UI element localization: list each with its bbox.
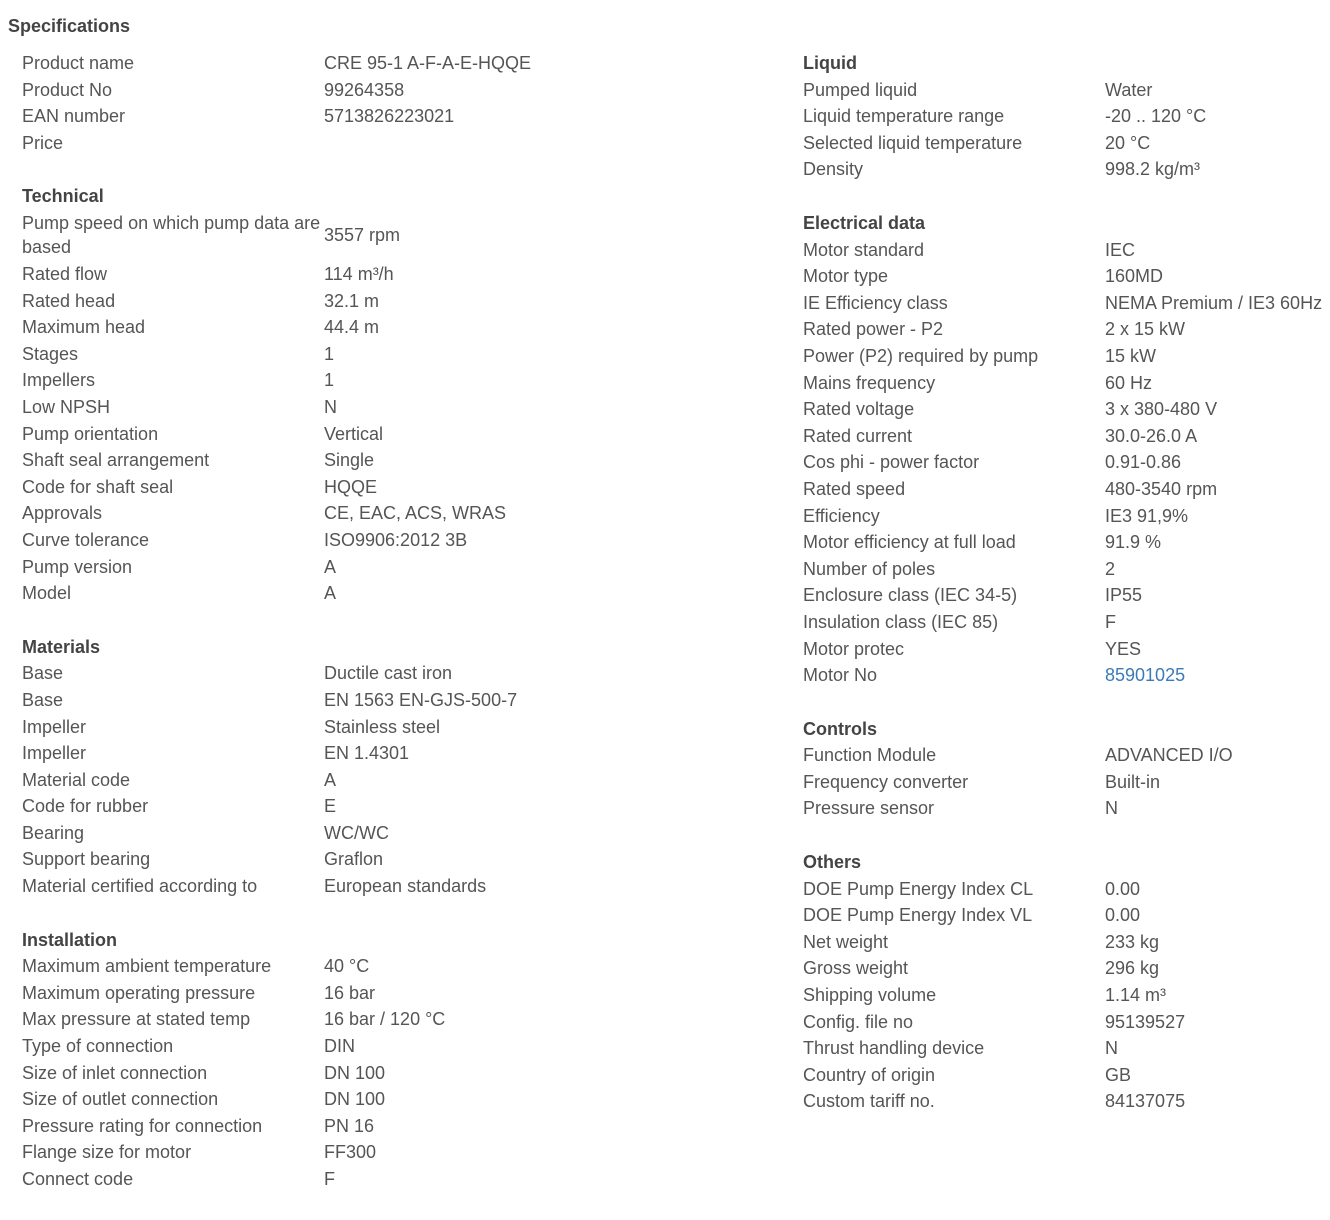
spec-row-base [22,660,582,687]
spec-value: -20 .. 120 °C [1105,106,1207,127]
spec-label: Connect code [22,1169,134,1190]
section-installation [22,927,582,1193]
spec-value: IP55 [1105,585,1143,606]
spec-label: EAN number [22,106,126,127]
section-title: Controls [803,718,877,739]
spec-row-pump-version [22,554,582,581]
spec-row-ie-efficiency-class [803,290,1330,317]
spec-label: Support bearing [22,849,151,870]
spec-row-code-for-rubber [22,793,582,820]
spec-row-enclosure-class-iec-34-5 [803,582,1330,609]
spec-value: 0.00 [1105,905,1141,926]
spec-row-gross-weight [803,955,1330,982]
spec-value: 16 bar / 120 °C [324,1009,446,1030]
spec-row-insulation-class-iec-85 [803,609,1330,636]
spec-label: Type of connection [22,1036,174,1057]
spec-row-density [803,156,1330,183]
spec-label: Motor efficiency at full load [803,532,1016,553]
spec-label: Power (P2) required by pump [803,345,1039,366]
spec-row-shipping-volume [803,982,1330,1009]
spec-label: Impellers [22,370,96,391]
spec-row-liquid-temperature-range [803,103,1330,130]
spec-label: Base [22,689,64,710]
spec-value: 3557 rpm [324,225,401,246]
spec-row-thrust-handling-device [803,1035,1330,1062]
spec-value: F [324,1169,335,1190]
spec-row-shaft-seal-arrangement [22,447,582,474]
spec-row-size-of-outlet-connection [22,1086,582,1113]
section-technical [22,183,582,606]
specs-left-column [22,50,582,1220]
spec-row-product-name [22,50,582,77]
spec-label: Pump speed on which pump data are based [22,212,321,258]
spec-label: Rated head [22,290,116,311]
spec-label: Enclosure class (IEC 34-5) [803,585,1018,606]
spec-value: 0.91-0.86 [1105,452,1182,473]
spec-value: A [324,556,337,577]
spec-value: 160MD [1105,266,1164,287]
spec-value: Ductile cast iron [324,663,453,684]
spec-row-material-code [22,767,582,794]
spec-value: N [1105,798,1118,819]
spec-row-pressure-rating-for-connection [22,1113,582,1140]
spec-value: HQQE [324,476,378,497]
spec-value: CRE 95-1 A-F-A-E-HQQE [324,53,532,74]
spec-row-maximum-ambient-temperature [22,953,582,980]
spec-label: Impeller [22,716,87,737]
spec-row-mains-frequency [803,370,1330,397]
spec-value: 2 x 15 kW [1105,319,1186,340]
spec-value: Stainless steel [324,716,441,737]
spec-value: 2 [1105,558,1116,579]
section-title: Others [803,852,862,873]
spec-row-maximum-operating-pressure [22,980,582,1007]
spec-value: 40 °C [324,956,370,977]
spec-value: 30.0-26.0 A [1105,425,1198,446]
spec-value: 1 [324,343,335,364]
spec-row-maximum-head [22,314,582,341]
spec-value: 20 °C [1105,132,1151,153]
spec-row-impeller [22,713,582,740]
spec-row-selected-liquid-temperature [803,130,1330,157]
spec-value: A [324,583,337,604]
spec-label: Size of outlet connection [22,1089,219,1110]
spec-row-motor-no [803,662,1330,689]
spec-value: EN 1563 EN-GJS-500-7 [324,689,518,710]
spec-label: Approvals [22,503,103,524]
spec-value: 480-3540 rpm [1105,478,1218,499]
spec-row-frequency-converter [803,769,1330,796]
spec-value: 15 kW [1105,345,1157,366]
spec-label: Gross weight [803,958,909,979]
spec-label: Pressure rating for connection [22,1115,263,1136]
spec-label: Curve tolerance [22,529,150,550]
spec-row-bearing [22,820,582,847]
spec-row-flange-size-for-motor [22,1139,582,1166]
spec-value: 44.4 m [324,317,380,338]
spec-label: Material code [22,769,131,790]
spec-label: Size of inlet connection [22,1062,208,1083]
spec-value: EN 1.4301 [324,743,410,764]
section-electrical-data [803,210,1330,689]
spec-label: Code for shaft seal [22,476,174,497]
spec-label: Motor standard [803,239,925,260]
spec-row-rated-head [22,288,582,315]
spec-row-motor-efficiency-at-full-load [803,529,1330,556]
spec-value: NEMA Premium / IE3 60Hz [1105,292,1323,313]
spec-row-rated-power-p2 [803,316,1330,343]
spec-value: 95139527 [1105,1011,1186,1032]
spec-row-impellers [22,367,582,394]
spec-label: Motor No [803,665,878,686]
spec-value: 233 kg [1105,931,1160,952]
spec-row-function-module [803,742,1330,769]
spec-row-support-bearing [22,846,582,873]
spec-row-curve-tolerance [22,527,582,554]
spec-label: Low NPSH [22,396,111,417]
spec-row-base [22,687,582,714]
spec-row-impeller [22,740,582,767]
spec-label: Motor protec [803,638,905,659]
section-materials [22,634,582,900]
spec-value: DN 100 [324,1089,386,1110]
spec-value: YES [1105,638,1142,659]
spec-row-number-of-poles [803,556,1330,583]
spec-row-approvals [22,500,582,527]
spec-value: DN 100 [324,1062,386,1083]
spec-value: 1 [324,370,335,391]
specs-right-column [803,50,1330,1142]
spec-label: Net weight [803,931,889,952]
spec-label: Motor type [803,266,889,287]
spec-label: Rated voltage [803,399,915,420]
spec-label: Mains frequency [803,372,936,393]
spec-row-max-pressure-at-stated-temp [22,1006,582,1033]
spec-row-rated-flow [22,261,582,288]
spec-value: GB [1105,1064,1132,1085]
spec-value: Vertical [324,423,384,444]
spec-label: Cos phi - power factor [803,452,980,473]
spec-value: A [324,769,337,790]
spec-row-country-of-origin [803,1062,1330,1089]
spec-value: 84137075 [1105,1091,1186,1112]
spec-value: 16 bar [324,982,376,1003]
spec-label: Rated power - P2 [803,319,944,340]
spec-row-pressure-sensor [803,795,1330,822]
spec-value: 998.2 kg/m³ [1105,159,1201,180]
spec-value: 99264358 [324,79,405,100]
section-title: Materials [22,636,101,657]
spec-value: 60 Hz [1105,372,1153,393]
spec-row-type-of-connection [22,1033,582,1060]
spec-label: Model [22,583,72,604]
spec-label: Custom tariff no. [803,1091,935,1112]
spec-value: 32.1 m [324,290,380,311]
spec-row-rated-current [803,423,1330,450]
section-title: Electrical data [803,212,926,233]
spec-value: IE3 91,9% [1105,505,1189,526]
section-liquid [803,50,1330,183]
page-title: Specifications [8,16,131,36]
spec-label: Product No [22,79,113,100]
spec-row-low-npsh [22,394,582,421]
section-others [803,849,1330,1115]
spec-label: Stages [22,343,79,364]
spec-value: F [1105,611,1116,632]
spec-label: Liquid temperature range [803,106,1005,127]
spec-label: Flange size for motor [22,1142,192,1163]
spec-label: Pumped liquid [803,79,918,100]
spec-label: Shaft seal arrangement [22,450,210,471]
spec-label: Material certified according to [22,876,258,897]
spec-row-model [22,580,582,607]
spec-row-rated-speed [803,476,1330,503]
spec-value: N [324,396,337,417]
spec-label: Pressure sensor [803,798,935,819]
spec-row-price [22,130,582,157]
spec-label: Pump orientation [22,423,159,444]
spec-row-motor-standard [803,237,1330,264]
section-general [22,50,582,156]
spec-value: 91.9 % [1105,532,1162,553]
spec-value: IEC [1105,239,1136,260]
spec-value: E [324,796,337,817]
spec-label: Maximum operating pressure [22,982,256,1003]
spec-row-power-p2-required-by-pump [803,343,1330,370]
section-title: Installation [22,929,118,950]
spec-row-code-for-shaft-seal [22,474,582,501]
spec-row-config-file-no [803,1009,1330,1036]
spec-value: WC/WC [324,822,389,843]
spec-value: 0.00 [1105,878,1141,899]
spec-row-cos-phi-power-factor [803,449,1330,476]
spec-label: Config. file no [803,1011,914,1032]
spec-value: Water [1105,79,1153,100]
spec-label: Maximum head [22,317,146,338]
spec-label: Efficiency [803,505,880,526]
spec-value: Single [324,450,375,471]
spec-label: Impeller [22,743,87,764]
spec-row-stages [22,341,582,368]
spec-value: ISO9906:2012 3B [324,529,468,550]
spec-row-net-weight [803,929,1330,956]
spec-label: Selected liquid temperature [803,132,1023,153]
spec-row-pump-speed-on-which-pump-data-are-based [22,210,582,261]
spec-row-custom-tariff-no [803,1088,1330,1115]
spec-label: Max pressure at stated temp [22,1009,251,1030]
spec-label: DOE Pump Energy Index CL [803,878,1034,899]
spec-label: DOE Pump Energy Index VL [803,905,1033,926]
spec-label: Product name [22,53,135,74]
spec-value: 5713826223021 [324,106,455,127]
spec-row-material-certified-according-to [22,873,582,900]
spec-row-ean-number [22,103,582,130]
spec-label: Frequency converter [803,771,969,792]
spec-value-link[interactable]: 85901025 [1105,665,1186,686]
spec-row-motor-type [803,263,1330,290]
spec-label: Price [22,132,64,153]
spec-row-pump-orientation [22,421,582,448]
spec-value: European standards [324,876,487,897]
spec-label: Rated speed [803,478,906,499]
spec-value: DIN [324,1036,355,1057]
spec-label: Thrust handling device [803,1038,985,1059]
spec-value: 296 kg [1105,958,1160,979]
spec-row-rated-voltage [803,396,1330,423]
spec-label: Code for rubber [22,796,149,817]
spec-label: Rated current [803,425,913,446]
spec-label: Density [803,159,864,180]
spec-label: Country of origin [803,1064,936,1085]
spec-value: PN 16 [324,1115,375,1136]
spec-row-motor-protec [803,635,1330,662]
spec-label: Pump version [22,556,133,577]
spec-row-product-no [22,77,582,104]
spec-value: 114 m³/h [324,264,394,285]
section-title: Liquid [803,53,857,73]
spec-label: Shipping volume [803,985,937,1006]
spec-label: Function Module [803,745,937,766]
spec-label: IE Efficiency class [803,292,948,313]
spec-row-connect-code [22,1166,582,1193]
spec-label: Maximum ambient temperature [22,956,272,977]
spec-value: CE, EAC, ACS, WRAS [324,503,507,524]
spec-value: FF300 [324,1142,377,1163]
spec-row-size-of-inlet-connection [22,1060,582,1087]
spec-row-doe-pump-energy-index-cl [803,876,1330,903]
spec-row-efficiency [803,503,1330,530]
spec-value: 1.14 m³ [1105,985,1167,1006]
spec-value: Built-in [1105,771,1161,792]
section-title: Technical [22,186,104,207]
spec-value: N [1105,1038,1118,1059]
spec-label: Base [22,663,64,684]
spec-row-doe-pump-energy-index-vl [803,902,1330,929]
spec-value: ADVANCED I/O [1105,745,1233,766]
spec-label: Number of poles [803,558,936,579]
spec-value: Graflon [324,849,384,870]
spec-row-pumped-liquid [803,77,1330,104]
section-controls [803,716,1330,822]
spec-label: Bearing [22,822,85,843]
spec-label: Insulation class (IEC 85) [803,611,999,632]
spec-value: 3 x 380-480 V [1105,399,1218,420]
spec-label: Rated flow [22,264,108,285]
